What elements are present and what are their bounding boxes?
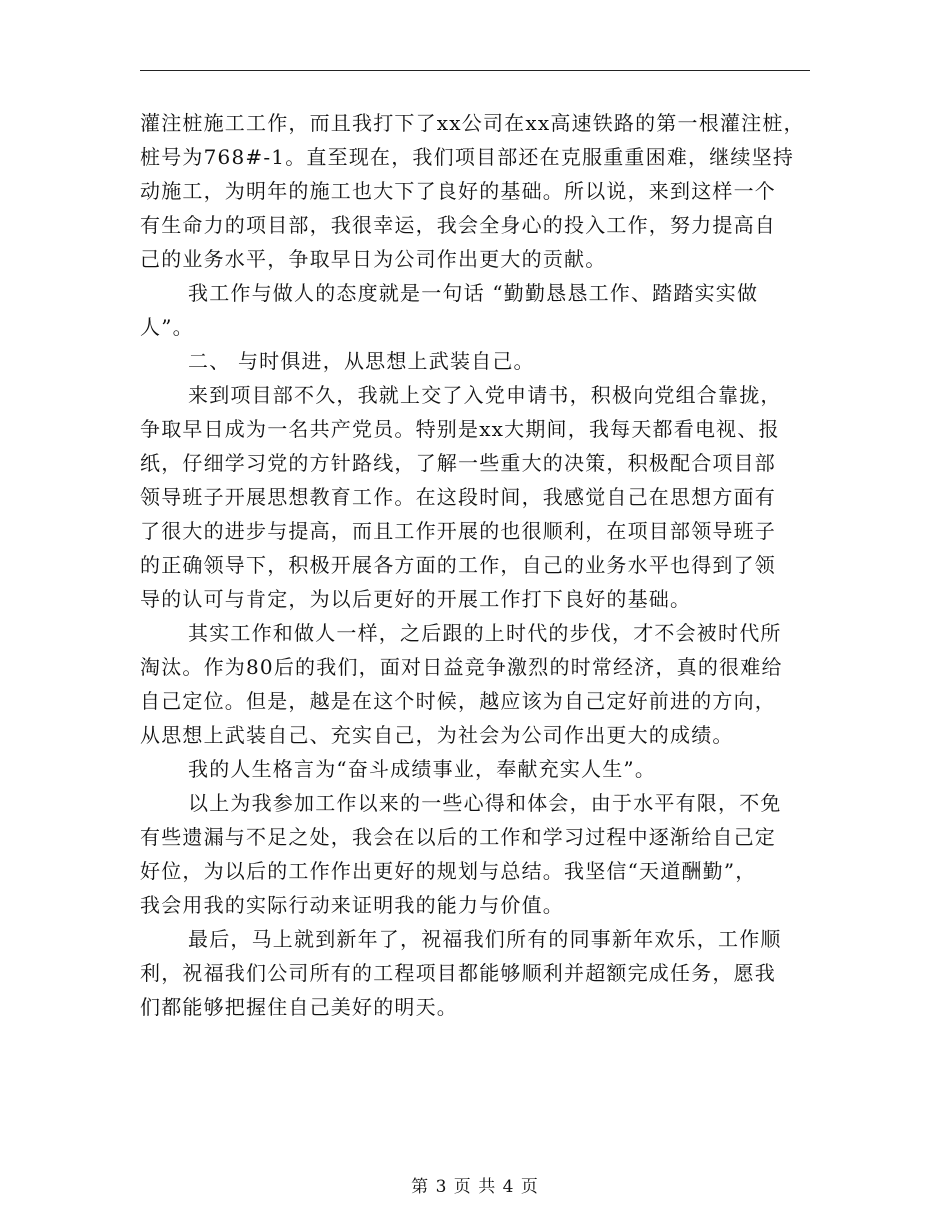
text-line: 利，祝福我们公司所有的工程项目都能够顺利并超额完成任务，愿我 bbox=[140, 961, 776, 985]
text-line: 好位，为以后的工作作出更好的规划与总结。我坚信“天道酬勤”， bbox=[140, 859, 757, 883]
text-line: 二、 与时俱进，从思想上武装自己。 bbox=[188, 349, 535, 373]
text-line: 导的认可与肯定，为以后更好的开展工作打下良好的基础。 bbox=[140, 587, 692, 611]
text-line: 领导班子开展思想教育工作。在这段时间，我感觉自己在思想方面有 bbox=[140, 485, 776, 509]
text-line: 我工作与做人的态度就是一句话 “勤勤恳恳工作、踏踏实实做 bbox=[188, 281, 759, 305]
text-line: 自己定位。但是，越是在这个时候，越应该为自己定好前进的方向， bbox=[140, 689, 776, 713]
text-line: 桩号为768#-1。直至现在，我们项目部还在克服重重困难，继续坚持 bbox=[140, 145, 795, 169]
text-line: 我会用我的实际行动来证明我的能力与价值。 bbox=[140, 893, 564, 917]
text-line: 灌注桩施工工作，而且我打下了xx公司在xx高速铁路的第一根灌注桩， bbox=[140, 111, 805, 135]
text-line: 争取早日成为一名共产党员。特别是xx大期间，我每天都看电视、报 bbox=[140, 417, 780, 441]
text-line: 以上为我参加工作以来的一些心得和体会，由于水平有限，不免 bbox=[188, 791, 782, 815]
document-body bbox=[140, 106, 830, 1024]
text-line: 最后，马上就到新年了，祝福我们所有的同事新年欢乐，工作顺 bbox=[188, 927, 782, 951]
text-line: 来到项目部不久，我就上交了入党申请书，积极向党组合靠拢， bbox=[188, 383, 782, 407]
page-footer: 第 3 页 共 4 页 bbox=[411, 1177, 539, 1197]
text-line: 了很大的进步与提高，而且工作开展的也很顺利，在项目部领导班子 bbox=[140, 519, 776, 543]
text-line: 纸，仔细学习党的方针路线，了解一些重大的决策，积极配合项目部 bbox=[140, 451, 776, 475]
text-line: 己的业务水平，争取早日为公司作出更大的贡献。 bbox=[140, 247, 607, 271]
text-line: 的正确领导下，积极开展各方面的工作，自己的业务水平也得到了领 bbox=[140, 553, 776, 577]
text-line: 淘汰。作为80后的我们，面对日益竞争激烈的时常经济，真的很难给 bbox=[140, 655, 783, 679]
text-line: 其实工作和做人一样，之后跟的上时代的步伐，才不会被时代所 bbox=[188, 621, 782, 645]
text-line: 人”。 bbox=[140, 315, 194, 339]
text-line: 有生命力的项目部，我很幸运，我会全身心的投入工作，努力提高自 bbox=[140, 213, 776, 237]
text-line: 从思想上武装自己、充实自己，为社会为公司作出更大的成绩。 bbox=[140, 723, 734, 747]
text-line: 我的人生格言为“奋斗成绩事业，奉献充实人生”。 bbox=[188, 757, 657, 781]
text-line: 们都能够把握住自己美好的明天。 bbox=[140, 995, 458, 1019]
text-line: 动施工，为明年的施工也大下了良好的基础。所以说，来到这样一个 bbox=[140, 179, 776, 203]
text-line: 有些遗漏与不足之处，我会在以后的工作和学习过程中逐渐给自己定 bbox=[140, 825, 776, 849]
header-rule bbox=[140, 70, 810, 71]
